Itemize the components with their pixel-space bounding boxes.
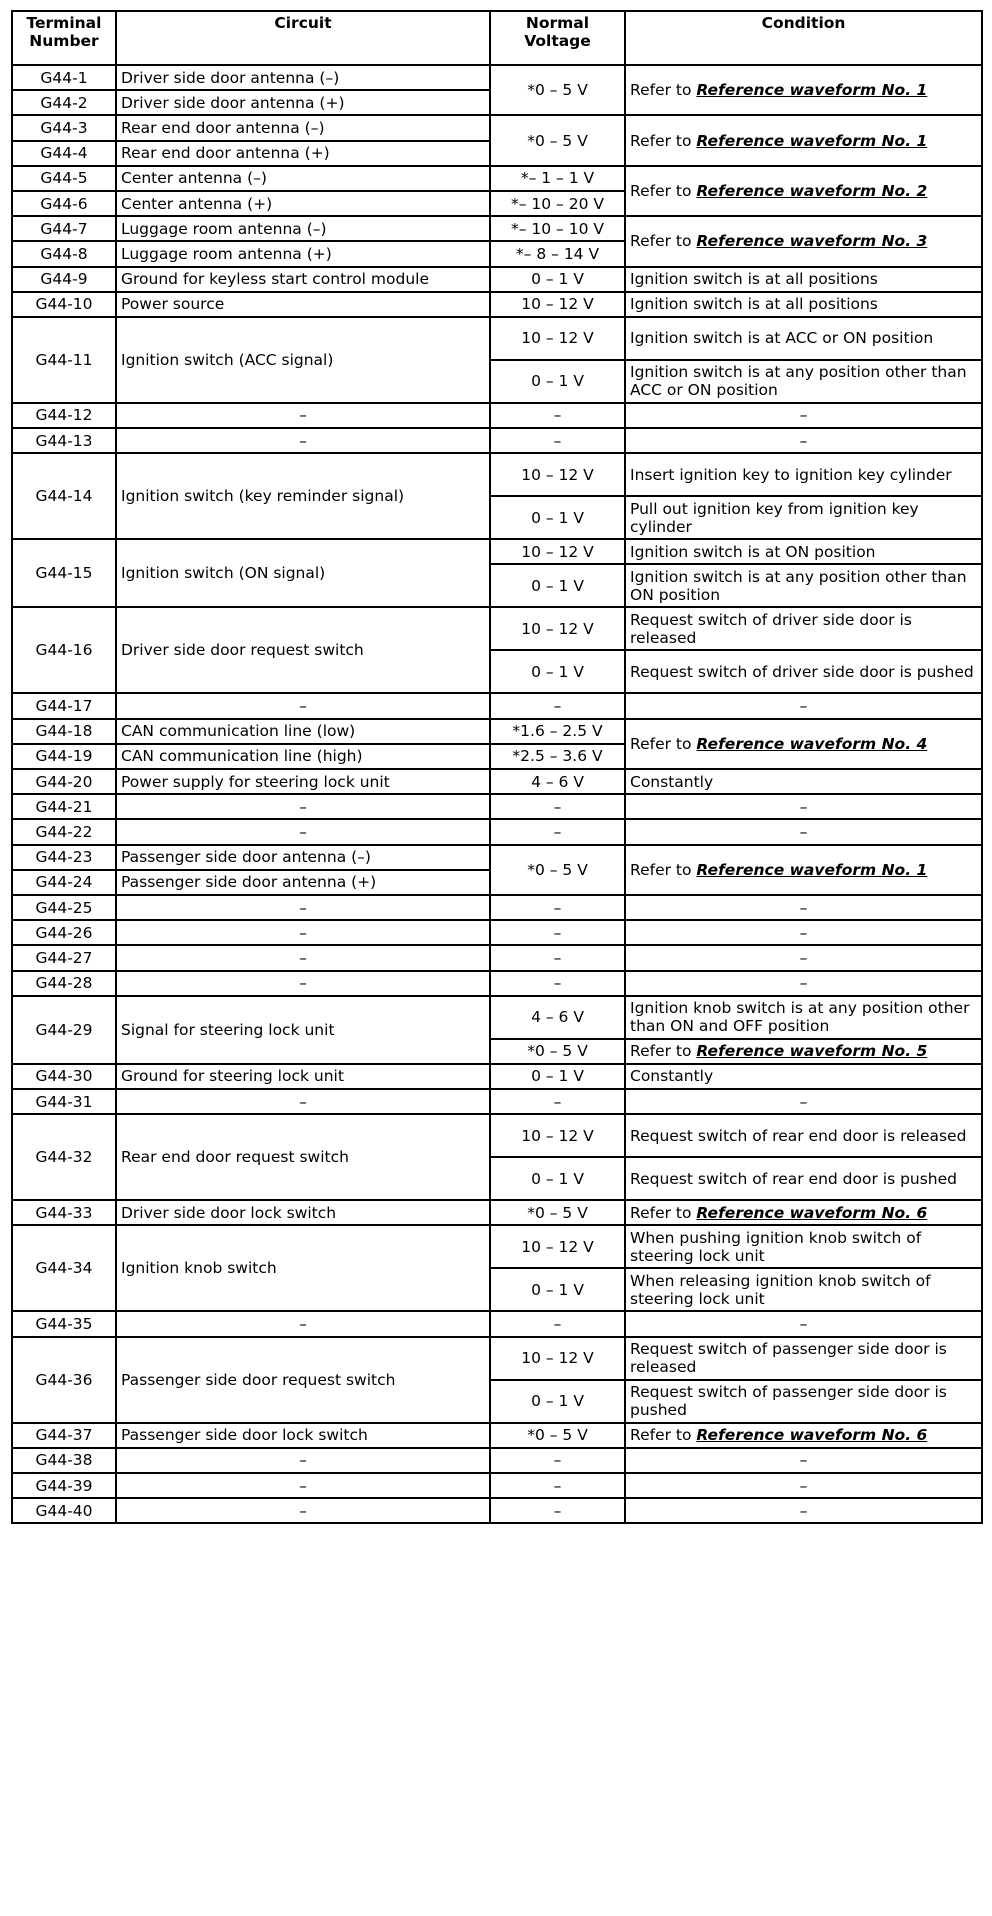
table-row	[12, 1114, 982, 1157]
terminal-number-cell: G44-18	[12, 719, 116, 744]
terminal-number-cell: G44-12	[12, 403, 116, 428]
circuit-cell: Passenger side door lock switch	[116, 1423, 490, 1448]
terminal-number-cell: G44-31	[12, 1089, 116, 1114]
terminal-number-cell: G44-24	[12, 870, 116, 895]
terminal-number-cell: G44-10	[12, 292, 116, 317]
table-row	[12, 971, 982, 996]
condition-cell: Ignition switch is at ON position	[625, 539, 982, 564]
voltage-cell: –	[490, 1089, 625, 1114]
condition-cell: –	[625, 819, 982, 844]
terminal-number-cell: G44-30	[12, 1064, 116, 1089]
circuit-cell: –	[116, 1311, 490, 1336]
reference-waveform-link[interactable]: Reference waveform No. 5	[696, 1042, 928, 1061]
terminal-number-cell: G44-14	[12, 453, 116, 539]
condition-prefix: Refer to	[630, 232, 697, 251]
table-row	[12, 1089, 982, 1114]
circuit-cell: Driver side door lock switch	[116, 1200, 490, 1225]
circuit-cell: –	[116, 794, 490, 819]
condition-cell: –	[625, 693, 982, 718]
condition-cell: –	[625, 971, 982, 996]
table-row	[12, 453, 982, 496]
table-row	[12, 539, 982, 564]
voltage-cell: 10 – 12 V	[490, 453, 625, 496]
circuit-cell: –	[116, 428, 490, 453]
voltage-cell: –	[490, 895, 625, 920]
voltage-cell: 0 – 1 V	[490, 1268, 625, 1311]
condition-cell: Ignition switch is at any position other than ON position	[625, 564, 982, 607]
voltage-cell: –	[490, 428, 625, 453]
terminal-number-cell: G44-23	[12, 845, 116, 870]
voltage-cell: 4 – 6 V	[490, 769, 625, 794]
condition-cell: Ignition knob switch is at any position other than ON and OFF position	[625, 996, 982, 1039]
voltage-cell: –	[490, 1448, 625, 1473]
condition-cell: Request switch of rear end door is pushed	[625, 1157, 982, 1200]
circuit-cell: Signal for steering lock unit	[116, 996, 490, 1064]
circuit-cell: Ignition switch (ACC signal)	[116, 317, 490, 403]
voltage-cell: *– 10 – 10 V	[490, 216, 625, 241]
table-row	[12, 895, 982, 920]
table-row	[12, 819, 982, 844]
circuit-cell: CAN communication line (low)	[116, 719, 490, 744]
voltage-cell: 0 – 1 V	[490, 496, 625, 539]
table-row	[12, 1473, 982, 1498]
terminal-number-cell: G44-29	[12, 996, 116, 1064]
terminal-number-cell: G44-36	[12, 1337, 116, 1423]
reference-waveform-link[interactable]: Reference waveform No. 6	[696, 1426, 928, 1445]
condition-cell: –	[625, 920, 982, 945]
condition-cell: Request switch of driver side door is pushed	[625, 650, 982, 693]
terminal-number-cell: G44-28	[12, 971, 116, 996]
voltage-cell: –	[490, 1498, 625, 1523]
condition-prefix: Refer to	[630, 1203, 697, 1222]
condition-cell: Request switch of rear end door is released	[625, 1114, 982, 1157]
voltage-cell: –	[490, 1311, 625, 1336]
voltage-cell: 0 – 1 V	[490, 1064, 625, 1089]
terminal-number-cell: G44-16	[12, 607, 116, 693]
terminal-number-cell: G44-11	[12, 317, 116, 403]
voltage-cell: –	[490, 1473, 625, 1498]
table-row	[12, 996, 982, 1039]
reference-waveform-link[interactable]: Reference waveform No. 1	[696, 860, 928, 879]
terminal-number-cell: G44-1	[12, 65, 116, 90]
condition-cell: Ignition switch is at all positions	[625, 267, 982, 292]
reference-waveform-link[interactable]: Reference waveform No. 3	[696, 232, 928, 251]
circuit-cell: Rear end door request switch	[116, 1114, 490, 1200]
terminal-number-cell: G44-7	[12, 216, 116, 241]
header-normal-voltage: Normal Voltage	[490, 11, 625, 65]
terminal-number-cell: G44-5	[12, 166, 116, 191]
circuit-cell: Ignition switch (ON signal)	[116, 539, 490, 607]
circuit-cell: Ignition switch (key reminder signal)	[116, 453, 490, 539]
circuit-cell: –	[116, 819, 490, 844]
circuit-cell: –	[116, 693, 490, 718]
table-row	[12, 845, 982, 870]
voltage-cell: *0 – 5 V	[490, 115, 625, 165]
circuit-cell: Ground for keyless start control module	[116, 267, 490, 292]
terminal-number-cell: G44-13	[12, 428, 116, 453]
condition-cell	[625, 216, 982, 266]
circuit-cell: Rear end door antenna (–)	[116, 115, 490, 140]
circuit-cell: Center antenna (+)	[116, 191, 490, 216]
table-row	[12, 292, 982, 317]
terminal-number-cell: G44-17	[12, 693, 116, 718]
table-row	[12, 1337, 982, 1380]
header-condition: Condition	[625, 11, 982, 65]
terminal-table-sheet	[11, 10, 981, 1524]
voltage-cell: 0 – 1 V	[490, 360, 625, 403]
terminal-number-cell: G44-6	[12, 191, 116, 216]
reference-waveform-link[interactable]: Reference waveform No. 1	[696, 131, 928, 150]
circuit-cell: Rear end door antenna (+)	[116, 141, 490, 166]
voltage-cell: *0 – 5 V	[490, 65, 625, 115]
terminal-number-cell: G44-35	[12, 1311, 116, 1336]
voltage-cell: 0 – 1 V	[490, 650, 625, 693]
condition-prefix: Refer to	[630, 734, 697, 753]
condition-cell	[625, 115, 982, 165]
terminal-number-cell: G44-25	[12, 895, 116, 920]
circuit-cell: Driver side door antenna (+)	[116, 90, 490, 115]
condition-cell: Request switch of passenger side door is released	[625, 1337, 982, 1380]
condition-cell: –	[625, 428, 982, 453]
voltage-cell: 0 – 1 V	[490, 267, 625, 292]
voltage-cell: *– 10 – 20 V	[490, 191, 625, 216]
voltage-cell: *0 – 5 V	[490, 845, 625, 895]
terminal-number-cell: G44-33	[12, 1200, 116, 1225]
table-body	[12, 65, 982, 1523]
voltage-cell: –	[490, 693, 625, 718]
circuit-cell: –	[116, 1473, 490, 1498]
terminal-number-cell: G44-37	[12, 1423, 116, 1448]
reference-waveform-link[interactable]: Reference waveform No. 6	[696, 1203, 928, 1222]
condition-cell: Constantly	[625, 1064, 982, 1089]
reference-waveform-link[interactable]: Reference waveform No. 1	[696, 81, 928, 100]
table-row	[12, 216, 982, 241]
voltage-cell: 10 – 12 V	[490, 317, 625, 360]
terminal-number-cell: G44-38	[12, 1448, 116, 1473]
voltage-cell: 0 – 1 V	[490, 564, 625, 607]
circuit-cell: CAN communication line (high)	[116, 744, 490, 769]
condition-cell: Request switch of passenger side door is pushed	[625, 1380, 982, 1423]
table-row	[12, 1423, 982, 1448]
table-row	[12, 166, 982, 191]
circuit-cell: –	[116, 403, 490, 428]
circuit-cell: Driver side door request switch	[116, 607, 490, 693]
voltage-cell: –	[490, 403, 625, 428]
terminal-number-cell: G44-19	[12, 744, 116, 769]
condition-cell	[625, 1039, 982, 1064]
voltage-cell: *0 – 5 V	[490, 1423, 625, 1448]
circuit-cell: Passenger side door request switch	[116, 1337, 490, 1423]
condition-cell	[625, 719, 982, 769]
voltage-cell: 10 – 12 V	[490, 539, 625, 564]
condition-cell	[625, 65, 982, 115]
condition-cell: Constantly	[625, 769, 982, 794]
voltage-cell: 4 – 6 V	[490, 996, 625, 1039]
condition-cell: –	[625, 1089, 982, 1114]
table-row	[12, 428, 982, 453]
condition-cell: Request switch of driver side door is released	[625, 607, 982, 650]
condition-prefix: Refer to	[630, 1042, 697, 1061]
condition-cell: –	[625, 895, 982, 920]
condition-cell: –	[625, 1473, 982, 1498]
header-circuit: Circuit	[116, 11, 490, 65]
terminal-number-cell: G44-34	[12, 1225, 116, 1311]
voltage-cell: *– 8 – 14 V	[490, 241, 625, 266]
voltage-cell: *0 – 5 V	[490, 1039, 625, 1064]
circuit-cell: Ground for steering lock unit	[116, 1064, 490, 1089]
circuit-cell: Ignition knob switch	[116, 1225, 490, 1311]
circuit-cell: –	[116, 1498, 490, 1523]
table-row	[12, 403, 982, 428]
terminal-number-cell: G44-32	[12, 1114, 116, 1200]
terminal-number-cell: G44-22	[12, 819, 116, 844]
circuit-cell: Center antenna (–)	[116, 166, 490, 191]
condition-cell: Pull out ignition key from ignition key cylinder	[625, 496, 982, 539]
terminal-voltage-table	[11, 10, 983, 1524]
terminal-number-cell: G44-4	[12, 141, 116, 166]
voltage-cell: 10 – 12 V	[490, 1337, 625, 1380]
condition-prefix: Refer to	[630, 1426, 697, 1445]
table-row	[12, 115, 982, 140]
condition-cell	[625, 166, 982, 216]
table-header-row	[12, 11, 982, 65]
voltage-cell: 10 – 12 V	[490, 1114, 625, 1157]
table-row	[12, 945, 982, 970]
condition-cell: When releasing ignition knob switch of steering lock unit	[625, 1268, 982, 1311]
circuit-cell: Passenger side door antenna (–)	[116, 845, 490, 870]
table-row	[12, 317, 982, 360]
table-row	[12, 920, 982, 945]
voltage-cell: 10 – 12 V	[490, 292, 625, 317]
voltage-cell: –	[490, 945, 625, 970]
circuit-cell: Power supply for steering lock unit	[116, 769, 490, 794]
condition-cell: Ignition switch is at all positions	[625, 292, 982, 317]
condition-cell: –	[625, 794, 982, 819]
condition-cell: –	[625, 403, 982, 428]
reference-waveform-link[interactable]: Reference waveform No. 2	[696, 181, 928, 200]
voltage-cell: –	[490, 971, 625, 996]
voltage-cell: –	[490, 920, 625, 945]
circuit-cell: Luggage room antenna (+)	[116, 241, 490, 266]
table-row	[12, 1225, 982, 1268]
table-row	[12, 693, 982, 718]
terminal-number-cell: G44-40	[12, 1498, 116, 1523]
voltage-cell: 0 – 1 V	[490, 1157, 625, 1200]
condition-cell	[625, 1423, 982, 1448]
voltage-cell: –	[490, 819, 625, 844]
circuit-cell: Power source	[116, 292, 490, 317]
voltage-cell: 10 – 12 V	[490, 607, 625, 650]
table-row	[12, 1311, 982, 1336]
circuit-cell: –	[116, 895, 490, 920]
voltage-cell: 10 – 12 V	[490, 1225, 625, 1268]
terminal-number-cell: G44-26	[12, 920, 116, 945]
table-row	[12, 607, 982, 650]
terminal-number-cell: G44-2	[12, 90, 116, 115]
condition-cell: When pushing ignition knob switch of steering lock unit	[625, 1225, 982, 1268]
terminal-number-cell: G44-39	[12, 1473, 116, 1498]
condition-cell: Insert ignition key to ignition key cylinder	[625, 453, 982, 496]
table-row	[12, 719, 982, 744]
voltage-cell: *1.6 – 2.5 V	[490, 719, 625, 744]
table-row	[12, 1200, 982, 1225]
condition-cell	[625, 845, 982, 895]
condition-cell: –	[625, 945, 982, 970]
circuit-cell: Driver side door antenna (–)	[116, 65, 490, 90]
terminal-number-cell: G44-3	[12, 115, 116, 140]
circuit-cell: Passenger side door antenna (+)	[116, 870, 490, 895]
table-row	[12, 267, 982, 292]
terminal-number-cell: G44-8	[12, 241, 116, 266]
circuit-cell: –	[116, 971, 490, 996]
voltage-cell: *– 1 – 1 V	[490, 166, 625, 191]
terminal-number-cell: G44-9	[12, 267, 116, 292]
condition-cell	[625, 1200, 982, 1225]
condition-prefix: Refer to	[630, 181, 697, 200]
condition-cell: Ignition switch is at ACC or ON position	[625, 317, 982, 360]
table-row	[12, 1498, 982, 1523]
condition-prefix: Refer to	[630, 860, 697, 879]
reference-waveform-link[interactable]: Reference waveform No. 4	[696, 734, 928, 753]
circuit-cell: Luggage room antenna (–)	[116, 216, 490, 241]
terminal-number-cell: G44-27	[12, 945, 116, 970]
circuit-cell: –	[116, 920, 490, 945]
voltage-cell: *2.5 – 3.6 V	[490, 744, 625, 769]
condition-cell: Ignition switch is at any position other than ACC or ON position	[625, 360, 982, 403]
table-row	[12, 1064, 982, 1089]
voltage-cell: 0 – 1 V	[490, 1380, 625, 1423]
condition-prefix: Refer to	[630, 131, 697, 150]
terminal-number-cell: G44-21	[12, 794, 116, 819]
condition-cell: –	[625, 1448, 982, 1473]
terminal-number-cell: G44-20	[12, 769, 116, 794]
circuit-cell: –	[116, 1448, 490, 1473]
table-row	[12, 794, 982, 819]
table-row	[12, 65, 982, 90]
table-row	[12, 769, 982, 794]
condition-cell: –	[625, 1498, 982, 1523]
condition-cell: –	[625, 1311, 982, 1336]
circuit-cell: –	[116, 945, 490, 970]
circuit-cell: –	[116, 1089, 490, 1114]
header-terminal-number: Terminal Number	[12, 11, 116, 65]
terminal-number-cell: G44-15	[12, 539, 116, 607]
condition-prefix: Refer to	[630, 81, 697, 100]
table-row	[12, 1448, 982, 1473]
voltage-cell: *0 – 5 V	[490, 1200, 625, 1225]
voltage-cell: –	[490, 794, 625, 819]
